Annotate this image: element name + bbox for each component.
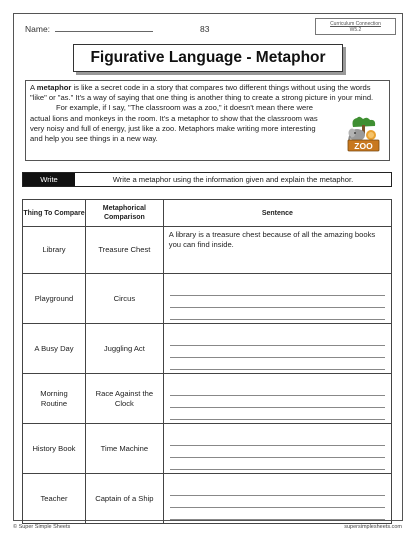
- comparison-cell: Circus: [85, 274, 163, 324]
- curriculum-label: Curriculum Connection: [330, 20, 381, 27]
- name-row: [25, 24, 153, 34]
- thing-cell: Teacher: [23, 474, 86, 524]
- thing-cell: Library: [23, 227, 86, 274]
- comparison-cell: Race Against the Clock: [85, 374, 163, 424]
- comparison-cell: Juggling Act: [85, 324, 163, 374]
- thing-cell: Morning Routine: [23, 374, 86, 424]
- table-row: [23, 374, 392, 424]
- write-instruction-bar: [22, 172, 392, 187]
- thing-cell: A Busy Day: [23, 324, 86, 374]
- page-number: 83: [200, 24, 210, 34]
- sentence-answer[interactable]: [163, 424, 391, 474]
- table-row: [23, 474, 392, 524]
- curriculum-box: [315, 18, 396, 35]
- table-row: [23, 274, 392, 324]
- footer-website: supersimplesheets.com: [344, 524, 402, 530]
- sentence-cell: A library is a treasure chest because of all the amazing books you can find inside.: [163, 227, 391, 274]
- comparison-cell: Treasure Chest: [85, 227, 163, 274]
- curriculum-code: W5.2: [349, 26, 362, 33]
- table-row: [23, 424, 392, 474]
- table-row: [23, 227, 392, 274]
- comparison-cell: Time Machine: [85, 424, 163, 474]
- sentence-answer[interactable]: [163, 324, 391, 374]
- intro-definition: is like a secret code in a story that compares two different things without using the words "like" or "as." It's a way of saying that one thing is another thing to create a strong picture in your mind.: [30, 83, 374, 103]
- write-instruction: Write a metaphor using the information given and explain the metaphor.: [112, 175, 354, 184]
- intro-paragraph-1: [30, 83, 385, 103]
- sentence-answer[interactable]: [163, 274, 391, 324]
- header-thing: Thing To Compare: [23, 200, 86, 227]
- metaphor-term: metaphor: [36, 83, 72, 92]
- table-row: [23, 324, 392, 374]
- thing-cell: History Book: [23, 424, 86, 474]
- name-field[interactable]: [55, 24, 153, 32]
- page-title: Figurative Language - Metaphor: [73, 44, 343, 72]
- intro-paragraph-2: For example, if I say, "The classroom was a zoo," it doesn't mean there were actual lions and monkeys in the room. It's a metaphor to show that the classroom was very noisy and full of energy, just like a zoo. Metaphors make writing more interesting and help you see things in a new way.: [30, 103, 318, 144]
- zoo-elephant-icon: [345, 115, 381, 153]
- sentence-answer[interactable]: [163, 374, 391, 424]
- sentence-answer[interactable]: [163, 474, 391, 524]
- table-header-row: [23, 200, 392, 227]
- write-label: Write: [23, 173, 75, 186]
- header-sentence: Sentence: [163, 200, 391, 227]
- thing-cell: Playground: [23, 274, 86, 324]
- intro-prefix: A: [30, 83, 37, 92]
- comparison-cell: Captain of a Ship: [85, 474, 163, 524]
- footer-copyright: © Super Simple Sheets: [13, 524, 71, 530]
- zoo-sign-text: ZOO: [354, 141, 373, 151]
- intro-box: [25, 80, 390, 161]
- metaphor-table: [22, 199, 392, 524]
- header-comparison: Metaphorical Comparison: [85, 200, 163, 227]
- name-label: Name:: [25, 24, 51, 34]
